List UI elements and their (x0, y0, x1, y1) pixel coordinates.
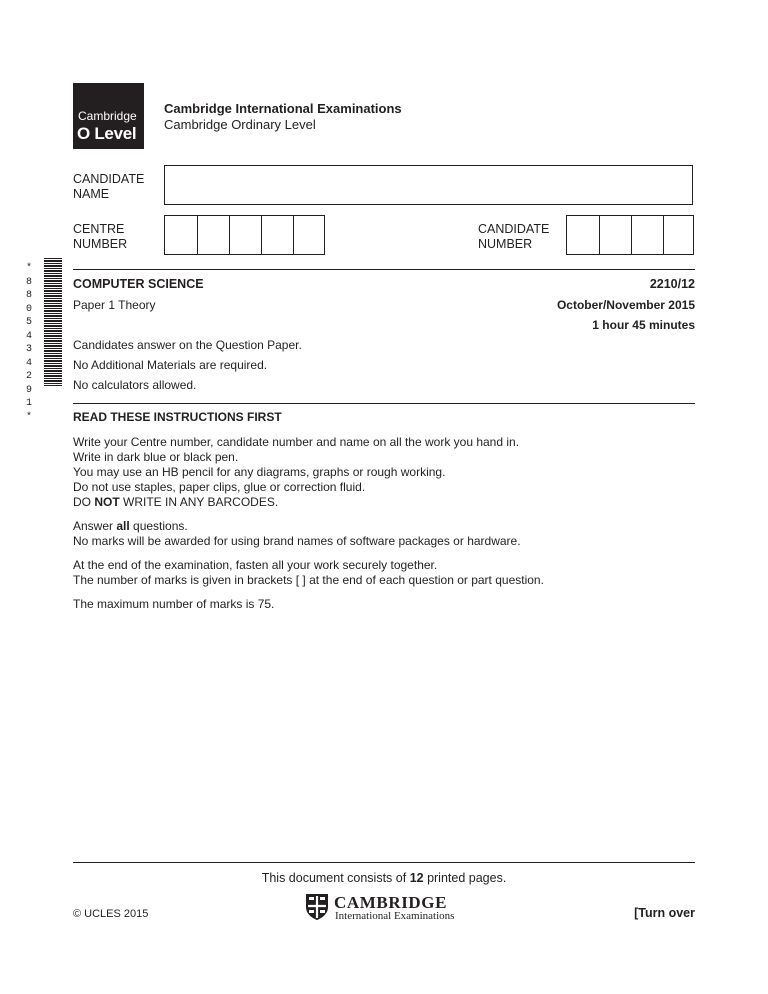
instructions-heading: READ THESE INSTRUCTIONS FIRST (73, 410, 282, 424)
turn-over: [Turn over (634, 906, 695, 920)
instructions-paragraph-2 (73, 519, 693, 549)
candidate-number-label-line2: NUMBER (478, 237, 533, 251)
instruction-fragment: Answer (73, 519, 117, 533)
candidate-name-label-line2: NAME (73, 187, 110, 201)
instructions-body (73, 435, 693, 621)
barcode-digits (22, 262, 36, 424)
logo-line-1: Cambridge (78, 109, 137, 123)
barcode-digit: 3 (25, 344, 32, 355)
centre-digit-box[interactable] (294, 216, 324, 254)
centre-number-label (73, 222, 127, 252)
barcode-digit: 1 (25, 398, 32, 409)
subject-title: COMPUTER SCIENCE (73, 277, 204, 291)
exam-session: October/November 2015 (556, 298, 695, 312)
olevel-logo (73, 83, 144, 149)
copyright: © UCLES 2015 (73, 908, 149, 920)
candidate-number-label (478, 222, 549, 252)
paper-code: 2210/12 (649, 277, 695, 291)
cambridge-shield-icon (305, 893, 329, 921)
paper-name: Paper 1 Theory (73, 298, 156, 312)
instruction-fragment: questions. (129, 519, 188, 533)
barcode-digit: 4 (25, 357, 32, 369)
instructions-paragraph-4 (73, 597, 693, 612)
materials-line: Candidates answer on the Question Paper. (73, 338, 302, 352)
centre-number-label-line2: NUMBER (73, 237, 128, 251)
candidate-name-label-line1: CANDIDATE (73, 172, 145, 186)
divider-top (73, 269, 695, 270)
barcode-digit: 8 (25, 290, 32, 301)
centre-number-label-line1: CENTRE (73, 222, 125, 236)
page-count-fragment: printed pages. (423, 871, 507, 885)
barcode-digit: 5 (25, 317, 32, 328)
divider-footer (73, 862, 695, 863)
centre-digit-box[interactable] (198, 216, 230, 254)
exam-duration: 1 hour 45 minutes (592, 318, 695, 332)
instruction-emphasis: all (116, 519, 130, 533)
candidate-name-box[interactable] (164, 165, 693, 205)
barcode-digit: 9 (25, 384, 32, 396)
instruction-line: No marks will be awarded for using brand names of software packages or hardware. (73, 534, 521, 548)
barcode-digit: 0 (25, 303, 32, 315)
instructions-paragraph-1 (73, 435, 693, 510)
barcode-digit: * (25, 411, 32, 423)
instructions-paragraph-3 (73, 558, 693, 588)
instruction-line: You may use an HB pencil for any diagrams, graphs or rough working. (73, 465, 446, 479)
centre-digit-box[interactable] (230, 216, 262, 254)
candidate-digit-box[interactable] (567, 216, 600, 254)
barcode-digit: 4 (25, 330, 32, 342)
instruction-fragment: WRITE IN ANY BARCODES. (119, 495, 279, 509)
barcode-digit: * (25, 263, 32, 274)
candidate-digit-box[interactable] (632, 216, 664, 254)
divider-instructions (73, 403, 695, 404)
page-count-note (0, 871, 768, 885)
materials-line: No Additional Materials are required. (73, 358, 268, 372)
cambridge-wordmark-sub: International Examinations (335, 910, 455, 922)
instruction-line: The number of marks is given in brackets [ ] at the end of each question or part question. (73, 573, 544, 587)
instruction-line: Write in dark blue or black pen. (73, 450, 239, 464)
candidate-number-boxes[interactable] (566, 215, 694, 255)
instruction-line: The maximum number of marks is 75. (73, 597, 275, 611)
materials-line: No calculators allowed. (73, 378, 197, 392)
instruction-fragment: DO (73, 495, 95, 509)
instruction-line: Write your Centre number, candidate number and name on all the work you hand in. (73, 435, 520, 449)
board-subtitle: Cambridge Ordinary Level (164, 117, 316, 132)
barcode-digit: 2 (25, 371, 32, 382)
cambridge-wordmark: CAMBRIDGE (334, 893, 448, 912)
logo-line-2: O Level (77, 124, 137, 143)
barcode-digit: 8 (25, 276, 32, 288)
page-count: 12 (409, 871, 424, 885)
page-count-fragment: This document consists of (261, 871, 410, 885)
centre-number-boxes[interactable] (164, 215, 325, 255)
candidate-number-label-line1: CANDIDATE (478, 222, 550, 236)
board-title: Cambridge International Examinations (164, 101, 402, 116)
candidate-digit-box[interactable] (600, 216, 632, 254)
instruction-line: At the end of the examination, fasten all your work securely together. (73, 558, 438, 572)
barcode (44, 258, 62, 386)
centre-digit-box[interactable] (165, 216, 198, 254)
instruction-line: Do not use staples, paper clips, glue or correction fluid. (73, 480, 366, 494)
instruction-emphasis: NOT (94, 495, 120, 509)
candidate-digit-box[interactable] (664, 216, 693, 254)
centre-digit-box[interactable] (262, 216, 294, 254)
candidate-name-label (73, 172, 144, 202)
